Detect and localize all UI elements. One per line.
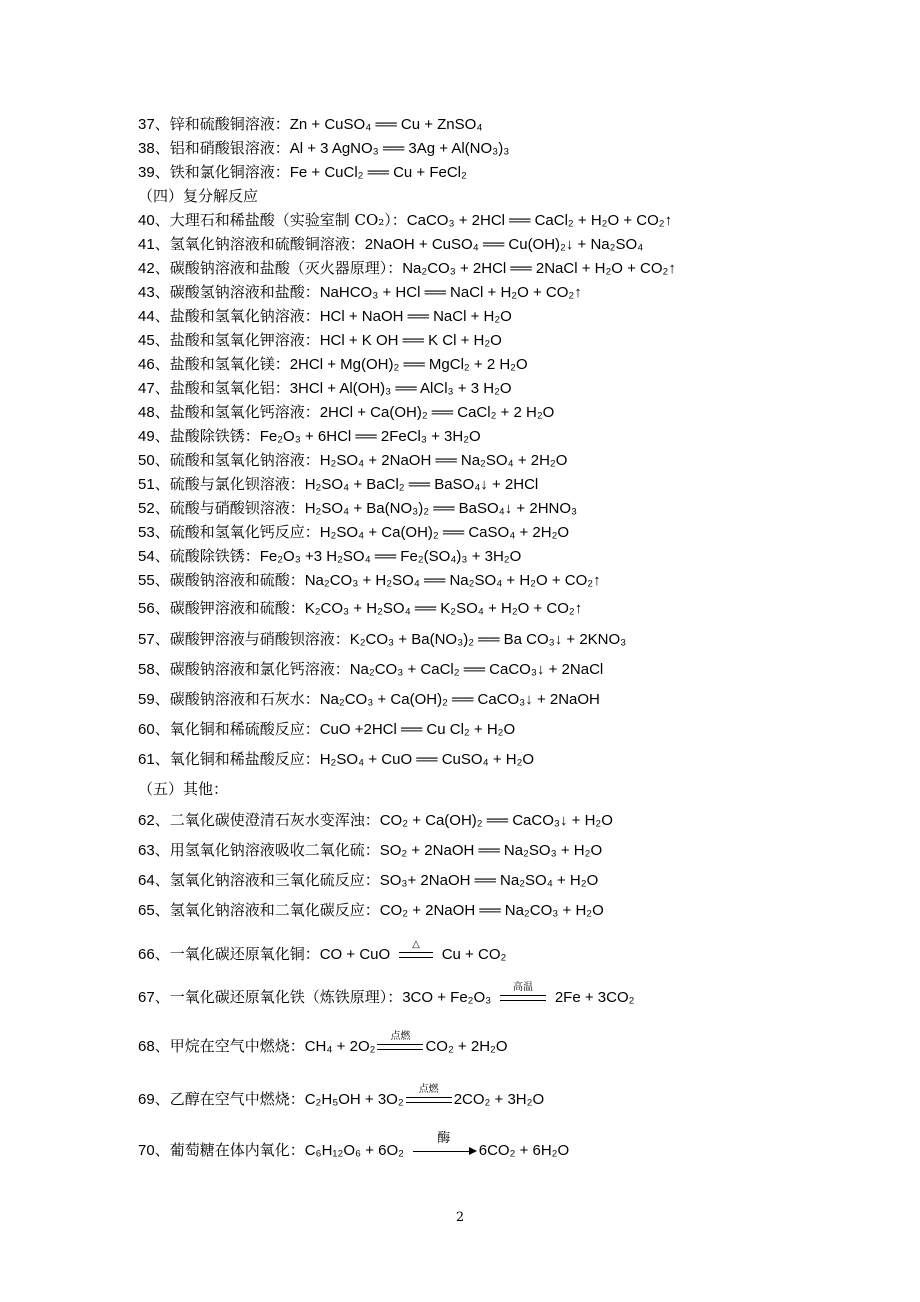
equation-line-49: 49、盐酸除铁锈：Fe₂O₃ + 6HCl ══ 2FeCl₃ + 3H₂O bbox=[138, 427, 481, 445]
section-heading-4: （四）复分解反应 bbox=[138, 187, 259, 205]
equation-line-53: 53、硫酸和氢氧化钙反应：H₂SO₄ + Ca(OH)₂ ══ CaSO₄ + 2H₂O bbox=[138, 523, 570, 541]
equation-line-43: 43、碳酸氢钠溶液和盐酸：NaHCO₃ + HCl ══ NaCl + H₂O + CO₂↑ bbox=[138, 283, 582, 301]
page-number: 2 bbox=[455, 1210, 465, 1225]
equation-line-39: 39、铁和氯化铜溶液：Fe + CuCl₂ ══ Cu + FeCl₂ bbox=[138, 163, 467, 181]
equation-line-41: 41、氢氧化钠溶液和硫酸铜溶液：2NaOH + CuSO₄ ══ Cu(OH)₂↓ + Na₂SO₄ bbox=[138, 235, 644, 253]
equation-line-38: 38、铝和硝酸银溶液：Al + 3 AgNO₃ ══ 3Ag + Al(NO₃)₃ bbox=[138, 139, 510, 157]
equation-line-58: 58、碳酸钠溶液和氯化钙溶液：Na₂CO₃ + CaCl₂ ══ CaCO₃↓ + 2NaCl bbox=[138, 660, 604, 678]
equation-line-44: 44、盐酸和氢氧化钠溶液：HCl + NaOH ══ NaCl + H₂O bbox=[138, 307, 512, 325]
double-line-symbol: 点燃 bbox=[377, 1044, 423, 1050]
double-line-symbol: 高温 bbox=[500, 995, 546, 1001]
equation-line-46: 46、盐酸和氢氧化镁：2HCl + Mg(OH)₂ ══ MgCl₂ + 2 H₂O bbox=[138, 355, 528, 373]
equation-line-50: 50、硫酸和氢氧化钠溶液：H₂SO₄ + 2NaOH ══ Na₂SO₄ + 2H₂O bbox=[138, 451, 568, 469]
equation-line-61: 61、氧化铜和稀盐酸反应：H₂SO₄ + CuO ══ CuSO₄ + H₂O bbox=[138, 750, 535, 768]
equation-line-68: 68、甲烷在空气中燃烧：CH₄ + 2O₂ 点燃 CO₂ + 2H₂O bbox=[138, 1031, 508, 1055]
equation-line-66: 66、一氧化碳还原氧化铜：CO + CuO △ Cu + CO₂ bbox=[138, 939, 507, 963]
equation-line-57: 57、碳酸钾溶液与硝酸钡溶液：K₂CO₃ + Ba(NO₃)₂ ══ Ba CO₃↓ + 2KNO₃ bbox=[138, 630, 627, 648]
arrow-icon: 酶 bbox=[413, 1151, 475, 1152]
equation-line-63: 63、用氢氧化钠溶液吸收二氧化硫：SO₂ + 2NaOH ══ Na₂SO₃ + H₂O bbox=[138, 841, 603, 859]
equation-line-52: 52、硫酸与硝酸钡溶液：H₂SO₄ + Ba(NO₃)₂ ══ BaSO₄↓ + 2HNO₃ bbox=[138, 499, 578, 517]
section-heading-5: （五）其他： bbox=[138, 780, 229, 798]
equation-line-51: 51、硫酸与氯化钡溶液：H₂SO₄ + BaCl₂ ══ BaSO₄↓ + 2HCl bbox=[138, 475, 539, 493]
equation-line-59: 59、碳酸钠溶液和石灰水：Na₂CO₃ + Ca(OH)₂ ══ CaCO₃↓ + 2NaOH bbox=[138, 690, 600, 708]
equation-line-48: 48、盐酸和氢氧化钙溶液：2HCl + Ca(OH)₂ ══ CaCl₂ + 2 H₂O bbox=[138, 403, 555, 421]
double-line-symbol: △ bbox=[399, 952, 433, 958]
equation-line-56: 56、碳酸钾溶液和硫酸：K₂CO₃ + H₂SO₄ ══ K₂SO₄ + H₂O + CO₂↑ bbox=[138, 599, 583, 617]
equation-line-42: 42、碳酸钠溶液和盐酸（灭火器原理）：Na₂CO₃ + 2HCl ══ 2NaCl + H₂O + CO₂↑ bbox=[138, 259, 676, 277]
equation-line-62: 62、二氧化碳使澄清石灰水变浑浊：CO₂ + Ca(OH)₂ ══ CaCO₃↓ + H₂O bbox=[138, 811, 613, 829]
equation-line-47: 47、盐酸和氢氧化铝：3HCl + Al(OH)₃ ══ AlCl₃ + 3 H₂O bbox=[138, 379, 512, 397]
equation-line-55: 55、碳酸钠溶液和硫酸：Na₂CO₃ + H₂SO₄ ══ Na₂SO₄ + H₂O + CO₂↑ bbox=[138, 571, 601, 589]
equation-line-65: 65、氢氧化钠溶液和二氧化碳反应：CO₂ + 2NaOH ══ Na₂CO₃ + H₂O bbox=[138, 901, 604, 919]
equation-line-60: 60、氧化铜和稀硫酸反应：CuO +2HCl ══ Cu Cl₂ + H₂O bbox=[138, 720, 516, 738]
equation-line-69: 69、乙醇在空气中燃烧：C₂H₅OH + 3O₂ 点燃 2CO₂ + 3H₂O bbox=[138, 1084, 545, 1108]
equation-line-45: 45、盐酸和氢氧化钾溶液：HCl + K OH ══ K Cl + H₂O bbox=[138, 331, 502, 349]
equation-line-54: 54、硫酸除铁锈：Fe₂O₃ +3 H₂SO₄ ══ Fe₂(SO₄)₃ + 3H₂O bbox=[138, 547, 522, 565]
double-line-symbol: 点燃 bbox=[406, 1097, 452, 1103]
equation-line-64: 64、氢氧化钠溶液和三氧化硫反应：SO₃+ 2NaOH ══ Na₂SO₄ + H₂O bbox=[138, 871, 599, 889]
equation-line-37: 37、锌和硫酸铜溶液：Zn + CuSO₄ ══ Cu + ZnSO₄ bbox=[138, 115, 483, 133]
equation-line-67: 67、一氧化碳还原氧化铁（炼铁原理）：3CO + Fe₂O₃ 高温 2Fe + 3CO₂ bbox=[138, 982, 635, 1006]
equation-line-40: 40、大理石和稀盐酸（实验室制 CO₂）：CaCO₃ + 2HCl ══ CaCl₂ + H₂O + CO₂↑ bbox=[138, 211, 673, 229]
equation-line-70: 70、葡萄糖在体内氧化：C₆H₁₂O₆ + 6O₂ 酶 6CO₂ + 6H₂O bbox=[138, 1130, 570, 1159]
